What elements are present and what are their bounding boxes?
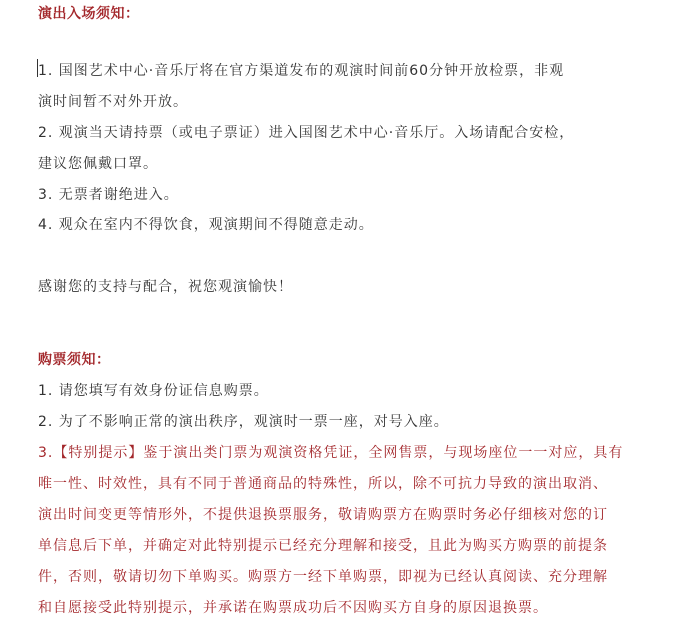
- entry-notice-line: 4. 观众在室内不得饮食，观演期间不得随意走动。: [38, 217, 374, 233]
- entry-notice-heading: 演出入场须知：: [38, 6, 140, 22]
- special-notice-line: 3.【特别提示】鉴于演出类门票为观演资格凭证，全网售票，与现场座位一一对应，具有: [38, 445, 624, 461]
- entry-notice-line: 3. 无票者谢绝进入。: [38, 187, 179, 203]
- special-notice-line: 演出时间变更等情形外，不提供退换票服务，敬请购票方在购票时务必仔细核对您的订: [38, 507, 608, 523]
- special-notice-line: 单信息后下单，并确定对此特别提示已经充分理解和接受，且此为购买方购票的前提条: [38, 538, 608, 554]
- purchase-notice-line: 1. 请您填写有效身份证信息购票。: [38, 383, 269, 399]
- purchase-notice-heading: 购票须知：: [38, 352, 111, 368]
- special-notice-line: 和自愿接受此特别提示，并承诺在购票成功后不因购买方自身的原因退换票。: [38, 600, 548, 616]
- purchase-notice-line: 2. 为了不影响正常的演出秩序，观演时一票一座，对号入座。: [38, 414, 449, 430]
- entry-notice-line: 2. 观演当天请持票（或电子票证）进入国图艺术中心·音乐厅。入场请配合安检，: [38, 125, 575, 141]
- entry-notice-line: 1. 国图艺术中心·音乐厅将在官方渠道发布的观演时间前60分钟开放检票，非观: [38, 63, 565, 79]
- thanks-text: 感谢您的支持与配合，祝您观演愉快！: [38, 279, 293, 295]
- entry-notice-line: 建议您佩戴口罩。: [38, 156, 158, 172]
- special-notice-line: 唯一性、时效性，具有不同于普通商品的特殊性，所以，除不可抗力导致的演出取消、: [38, 476, 608, 492]
- special-notice-line: 件，否则，敬请切勿下单购买。购票方一经下单购票，即视为已经认真阅读、充分理解: [38, 569, 608, 585]
- entry-notice-line: 演时间暂不对外开放。: [38, 94, 188, 110]
